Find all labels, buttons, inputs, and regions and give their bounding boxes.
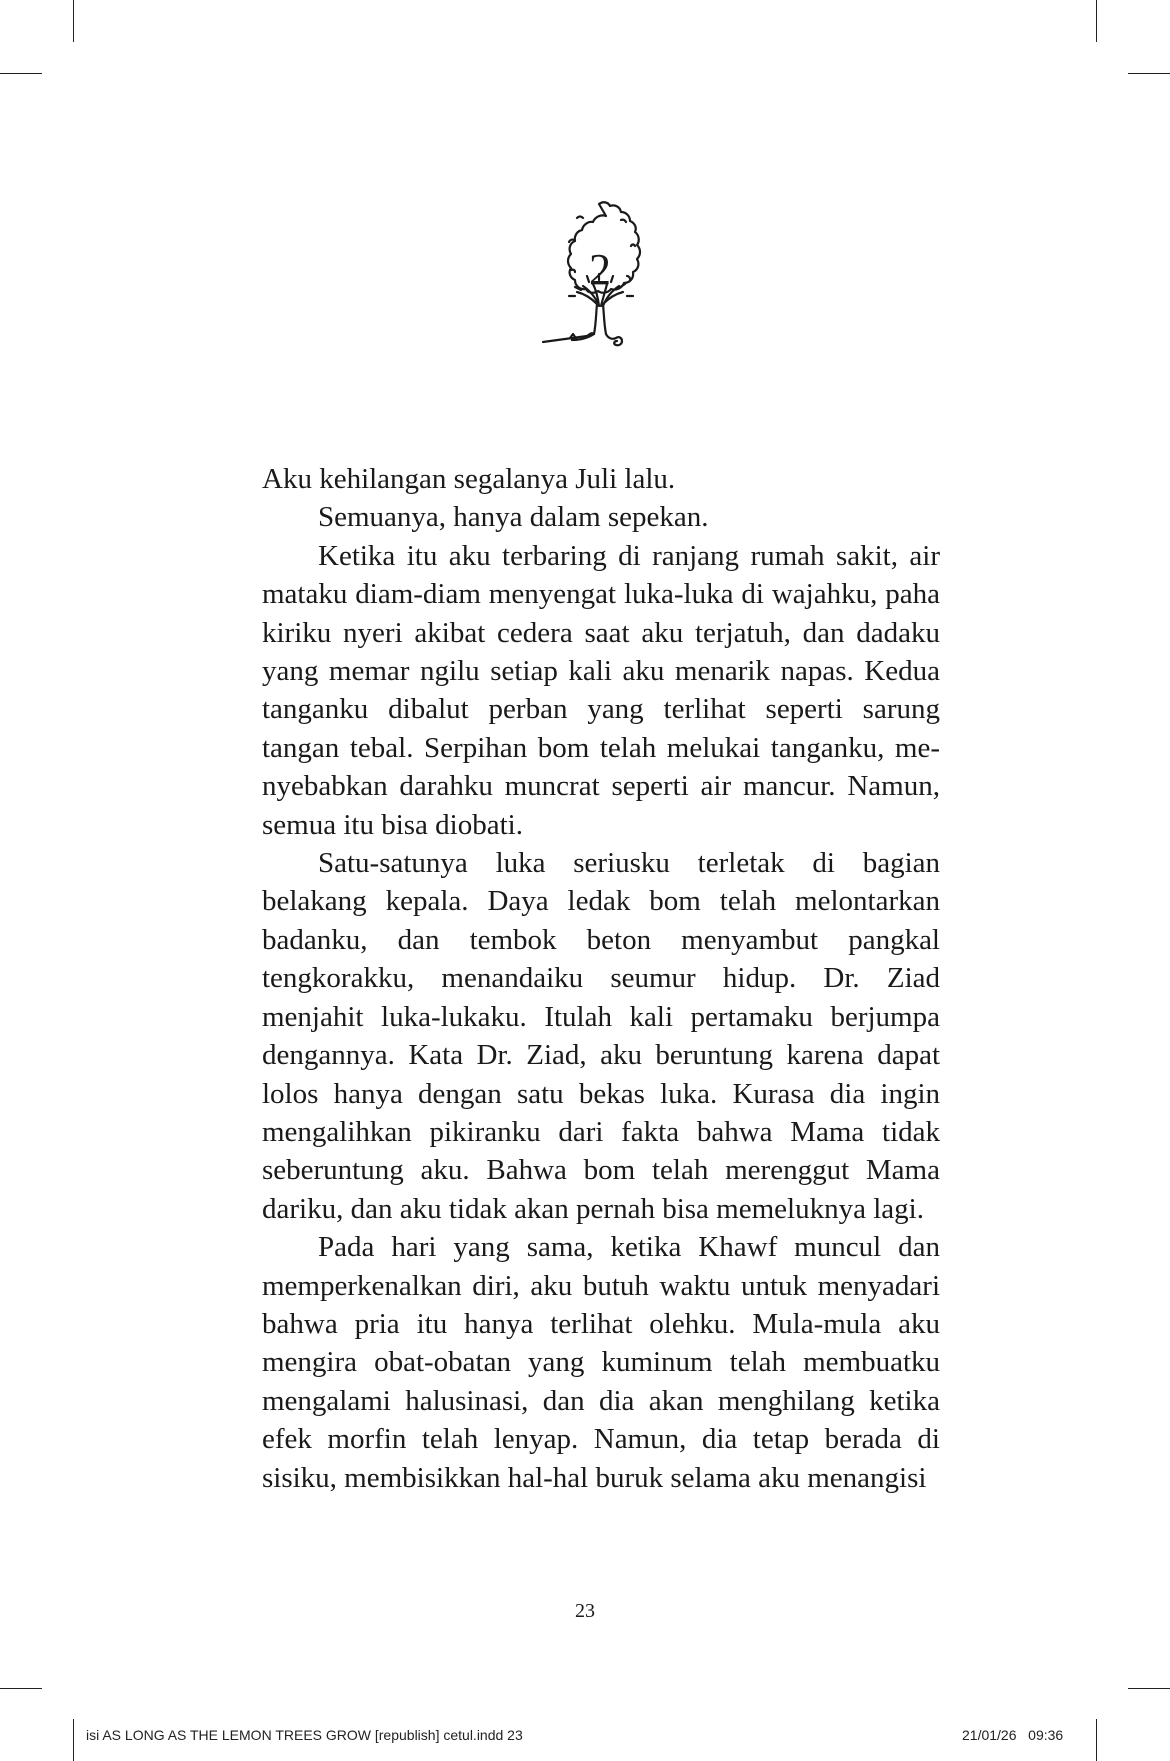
crop-mark-top-right-horizontal [1128,73,1170,74]
paragraph-4: Satu-satunya luka seriusku terletak di bagian belakang kepala. Daya ledak bom telah melontarkan badanku, dan tembok beton menyambut pangkal tengkorakku, menandaiku seumur hidup. Dr. Ziad menjahit luka-lukaku. Itulah kali pertamaku berjumpa dengannya. Kata Dr. Ziad, aku beruntung karena dapat lolos hanya dengan satu bekas luka. Kurasa dia ingin mengalihkan pikiranku dari fakta bahwa Mama tidak seberuntung aku. Bahwa bom telah merenggut Mama dariku, dan aku tidak akan pernah bisa memeluknya lagi. [262,847,940,1225]
paragraph-3: Ketika itu aku terbaring di ranjang rumah sakit, air mataku diam-diam menyengat luka-luka di wajahku, paha kiriku nyeri akibat cedera saat aku terjatuh, dan dadaku yang memar ngilu setiap kali aku menarik napas. Kedua tanganku dibalut perban yang terlihat seperti sarung tangan tebal. Serpihan bom telah melukai tanganku, menyebabkan darahku muncrat seperti air mancur. Namun, semua itu bisa diobati. [262,539,940,841]
crop-mark-top-left-horizontal [0,73,42,74]
crop-mark-top-left-vertical [73,0,74,42]
crop-mark-top-right-vertical [1096,0,1097,42]
crop-mark-bottom-right-horizontal [1128,1688,1170,1689]
print-slug-datetime [962,1727,1063,1743]
page-number: 23 [575,1600,595,1622]
chapter-body [262,460,940,1497]
crop-mark-bottom-right-vertical [1096,1719,1097,1761]
paragraph-1: Aku kehilangan segalanya Juli lalu. [262,463,676,495]
print-slug-date: 21/01/26 [962,1727,1017,1743]
paragraph-5: Pada hari yang sama, ketika Khawf muncul dan memperkenalkan diri, aku butuh waktu untuk menyadari bahwa pria itu hanya terlihat olehku. Mula-mula aku mengira obat-obatan yang kuminum telah membuatku mengalami halusinasi, dan dia akan menghilang ketika efek morfin telah lenyap. Namun, dia tetap berada di sisiku, membisikkan hal-hal buruk selama aku menangisi [262,1231,940,1494]
print-slug-filename: isi AS LONG AS THE LEMON TREES GROW [republish] cetul.indd 23 [86,1727,523,1743]
chapter-number: 2 [589,245,611,294]
chapter-heading [537,198,663,380]
print-slug-time: 09:36 [1028,1727,1064,1743]
paragraph-2: Semuanya, hanya dalam sepekan. [318,501,709,534]
crop-mark-bottom-left-vertical [73,1719,74,1761]
crop-mark-bottom-left-horizontal [0,1688,42,1689]
